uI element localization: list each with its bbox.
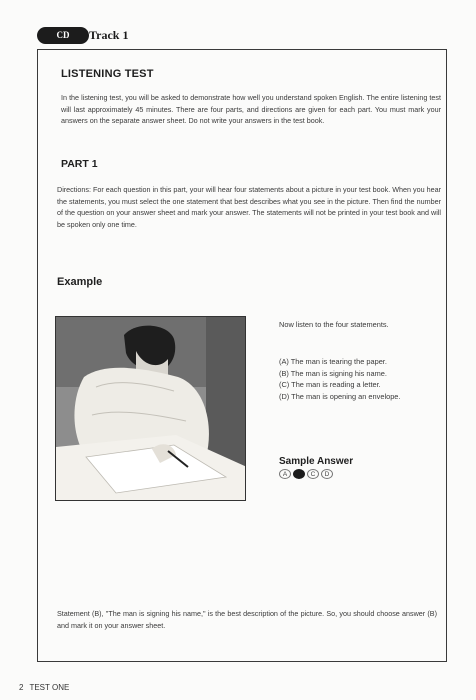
listen-prompt: Now listen to the four statements. [279,320,389,329]
bubble-d: D [321,469,333,479]
part1-directions: Directions: For each question in this part, your will hear four statements about a picture in your test book. When you hear the statements, you must select the one statement that best describes what you see in the picture. Then find the number of the question on your answer sheet and mark your answer. The statements will not be printed in your test book and will be spoken only one time. [57,185,441,229]
part1-title: PART 1 [61,158,98,170]
sample-answer-title: Sample Answer [279,456,354,467]
choice-b: (B) The man is signing his name. [279,368,387,378]
example-title: Example [57,276,103,288]
track-label: Track 1 [89,28,129,42]
bubble-b-filled: B [293,469,305,479]
cd-badge [37,27,89,44]
example-photo [55,316,246,501]
listening-test-intro: In the listening test, you will be asked to demonstrate how well you understand spoken English. The entire listening test will last approximately 45 minutes. There are four parts, and directions are given for each part. You must mark your answers on the separate answer sheet. Do not write your answers in the test book. [61,93,441,126]
bubble-a: A [279,469,291,479]
section-name: TEST ONE [29,683,70,692]
sample-answer-bubbles [279,469,333,479]
page-footer [19,683,69,692]
page-number: 2 [19,683,24,692]
man-writing-photo [56,317,246,501]
example-explanation: Statement (B), "The man is signing his name," is the best description of the picture. So, you should choose answer (B) and mark it on your answer sheet. [57,609,437,630]
bubble-c: C [307,469,319,479]
cd-label: CD [56,30,70,40]
choice-d: (D) The man is opening an envelope. [279,391,401,401]
listening-test-title: LISTENING TEST [61,68,154,80]
answer-choices [279,356,400,402]
choice-a: (A) The man is tearing the paper. [279,357,387,366]
choice-c: (C) The man is reading a letter. [279,380,381,390]
